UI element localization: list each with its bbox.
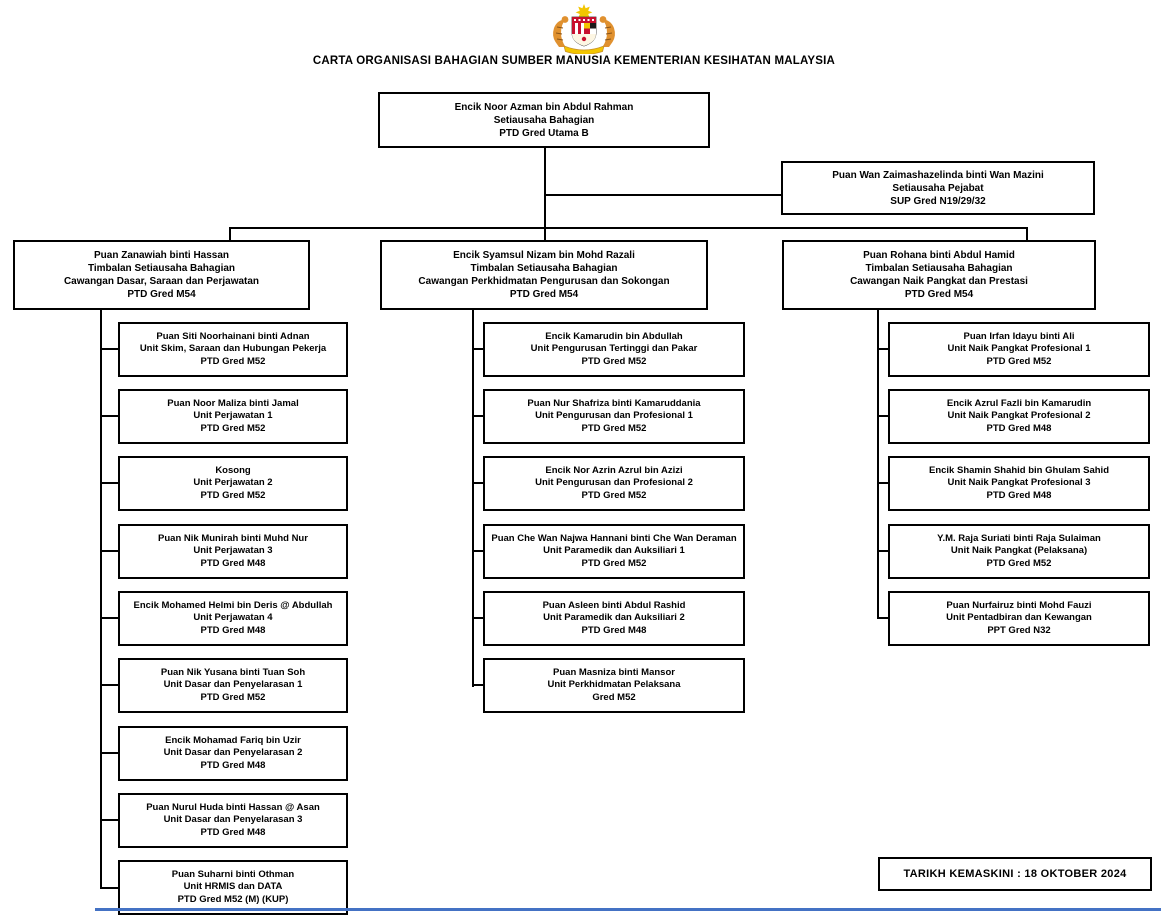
person-grade: PTD Gred M48 <box>200 759 266 771</box>
unit-box <box>483 524 745 579</box>
unit-name: Unit Naik Pangkat Profesional 1 <box>947 343 1091 355</box>
connector-stub <box>100 482 118 484</box>
unit-box <box>888 389 1150 444</box>
unit-box <box>118 524 348 579</box>
unit-box <box>118 793 348 848</box>
person-name: Puan Masniza binti Mansor <box>553 666 675 678</box>
person-grade: PTD Gred M48 <box>986 422 1052 434</box>
unit-box <box>118 322 348 377</box>
bottom-accent-rule <box>95 908 1161 911</box>
person-grade: PPT Gred N32 <box>987 624 1051 636</box>
person-name: Encik Syamsul Nizam bin Mohd Razali <box>453 250 635 261</box>
person-role: Setiausaha Pejabat <box>892 182 984 194</box>
unit-name: Unit Perkhidmatan Pelaksana <box>547 679 681 691</box>
unit-name: Unit Dasar dan Penyelarasan 1 <box>163 679 303 691</box>
connector-stub <box>877 482 888 484</box>
unit-name: Unit Dasar dan Penyelarasan 2 <box>163 747 303 759</box>
person-grade: PTD Gred M54 <box>904 289 974 300</box>
unit-box <box>118 726 348 781</box>
unit-name: Unit Dasar dan Penyelarasan 3 <box>163 814 303 826</box>
person-grade: PTD Gred M52 <box>986 355 1052 367</box>
unit-box <box>118 860 348 915</box>
branch-name: Cawangan Perkhidmatan Pengurusan dan Sokongan <box>418 276 670 287</box>
person-role: Timbalan Setiausaha Bahagian <box>87 263 236 274</box>
person-name: Puan Asleen binti Abdul Rashid <box>542 599 686 611</box>
person-name: Puan Wan Zaimashazelinda binti Wan Mazini <box>832 169 1044 181</box>
person-name: Encik Kamarudin bin Abdullah <box>545 330 683 342</box>
person-grade: PTD Gred M52 <box>581 489 647 501</box>
person-name: Puan Irfan Idayu binti Ali <box>963 330 1075 342</box>
person-role: Timbalan Setiausaha Bahagian <box>865 263 1013 274</box>
person-name: Puan Suharni binti Othman <box>171 868 295 880</box>
unit-box <box>483 591 745 646</box>
person-grade: PTD Gred M52 <box>200 489 266 501</box>
person-grade: PTD Gred M52 <box>200 422 266 434</box>
person-name: Puan Che Wan Najwa Hannani binti Che Wan Deraman <box>491 532 737 544</box>
unit-name: Unit Perjawatan 3 <box>193 545 273 557</box>
connector-stub <box>472 482 483 484</box>
connector-stub <box>100 684 118 686</box>
unit-name: Unit Naik Pangkat Profesional 3 <box>947 477 1091 489</box>
connector-spine-middle <box>472 310 474 687</box>
unit-box <box>118 456 348 511</box>
box-branch-head-naik-pangkat <box>782 240 1096 310</box>
unit-name: Unit Perjawatan 1 <box>193 410 273 422</box>
last-updated-box <box>878 857 1152 891</box>
person-grade: Gred M52 <box>592 691 636 703</box>
connector-stub <box>100 617 118 619</box>
person-name: Puan Nik Yusana binti Tuan Soh <box>160 666 306 678</box>
person-name: Puan Siti Noorhainani binti Adnan <box>156 330 310 342</box>
person-name: Encik Noor Azman bin Abdul Rahman <box>454 101 634 113</box>
branch-name: Cawangan Naik Pangkat dan Prestasi <box>850 276 1028 287</box>
person-grade: PTD Gred M52 <box>581 355 647 367</box>
unit-name: Unit Pengurusan dan Profesional 1 <box>535 410 693 422</box>
person-grade: PTD Gred M52 <box>200 691 266 703</box>
person-name: Puan Nurfairuz binti Mohd Fauzi <box>946 599 1092 611</box>
person-name: Puan Rohana binti Abdul Hamid <box>863 250 1015 261</box>
person-grade: PTD Gred M52 (M) (KUP) <box>177 893 289 905</box>
unit-box <box>118 389 348 444</box>
connector-stub <box>100 348 118 350</box>
connector-stub <box>877 617 888 619</box>
box-setiausaha-pejabat <box>781 161 1095 215</box>
connector-stub <box>877 348 888 350</box>
unit-name: Unit Naik Pangkat (Pelaksana) <box>950 545 1088 557</box>
page-title: CARTA ORGANISASI BAHAGIAN SUMBER MANUSIA KEMENTERIAN KESIHATAN MALAYSIA <box>312 55 836 67</box>
connector-spine-right <box>877 310 879 619</box>
person-role: Setiausaha Bahagian <box>493 114 595 126</box>
connector-spine-left <box>100 310 102 889</box>
connector-stub <box>472 684 483 686</box>
box-branch-head-dasar-saraan <box>13 240 310 310</box>
connector-distribution-horizontal <box>229 227 1028 229</box>
unit-name: Unit HRMIS dan DATA <box>183 881 283 893</box>
person-name: Y.M. Raja Suriati binti Raja Sulaiman <box>937 532 1101 544</box>
connector-stub <box>100 550 118 552</box>
connector-stub <box>877 550 888 552</box>
person-name: Encik Mohamad Fariq bin Uzir <box>165 734 301 746</box>
unit-name: Unit Paramedik dan Auksiliari 1 <box>543 545 685 557</box>
unit-box <box>483 389 745 444</box>
last-updated-text: TARIKH KEMASKINI : 18 OKTOBER 2024 <box>903 868 1127 880</box>
unit-box <box>118 591 348 646</box>
person-name: Encik Nor Azrin Azrul bin Azizi <box>545 464 683 476</box>
person-name: Puan Zanawiah binti Hassan <box>93 250 230 261</box>
connector-drop-middle <box>544 227 546 240</box>
person-grade: PTD Gred M54 <box>509 289 579 300</box>
unit-name: Unit Perjawatan 2 <box>193 477 273 489</box>
person-grade: PTD Gred M48 <box>200 557 266 569</box>
person-grade: PTD Gred Utama B <box>499 127 589 139</box>
connector-stub <box>100 819 118 821</box>
person-name: Puan Nur Shafriza binti Kamaruddania <box>527 397 701 409</box>
person-grade: PTD Gred M52 <box>986 557 1052 569</box>
box-setiausaha-bahagian <box>378 92 710 148</box>
person-grade: SUP Gred N19/29/32 <box>890 195 986 207</box>
unit-box <box>888 524 1150 579</box>
connector-drop-left <box>229 227 231 240</box>
person-name: Encik Shamin Shahid bin Ghulam Sahid <box>929 464 1109 476</box>
branch-name: Cawangan Dasar, Saraan dan Perjawatan <box>63 276 260 287</box>
unit-name: Unit Pengurusan dan Profesional 2 <box>535 477 693 489</box>
person-name: Kosong <box>215 464 251 476</box>
connector-stub <box>472 415 483 417</box>
connector-stub <box>100 415 118 417</box>
person-grade: PTD Gred M48 <box>200 826 266 838</box>
unit-box <box>483 658 745 713</box>
person-grade: PTD Gred M52 <box>581 422 647 434</box>
unit-name: Unit Skim, Saraan dan Hubungan Pekerja <box>139 343 327 355</box>
connector-stub <box>100 887 118 889</box>
unit-name: Unit Pentadbiran dan Kewangan <box>946 612 1092 624</box>
person-role: Timbalan Setiausaha Bahagian <box>470 263 618 274</box>
unit-name: Unit Naik Pangkat Profesional 2 <box>947 410 1091 422</box>
person-name: Puan Nurul Huda binti Hassan @ Asan <box>146 801 320 813</box>
connector-stub <box>472 617 483 619</box>
unit-box <box>888 456 1150 511</box>
unit-name: Unit Pengurusan Tertinggi dan Pakar <box>530 343 698 355</box>
person-grade: PTD Gred M48 <box>986 489 1052 501</box>
person-grade: PTD Gred M52 <box>581 557 647 569</box>
person-grade: PTD Gred M54 <box>127 289 196 300</box>
connector-stub <box>472 550 483 552</box>
person-grade: PTD Gred M48 <box>200 624 266 636</box>
connector-stub <box>877 415 888 417</box>
person-name: Puan Noor Maliza binti Jamal <box>167 397 299 409</box>
person-name: Encik Azrul Fazli bin Kamarudin <box>946 397 1092 409</box>
unit-box <box>888 322 1150 377</box>
connector-stub <box>100 752 118 754</box>
connector-secretary-horizontal <box>545 194 781 196</box>
connector-stub <box>472 348 483 350</box>
unit-box <box>888 591 1150 646</box>
person-grade: PTD Gred M52 <box>200 355 266 367</box>
person-name: Puan Nik Munirah binti Muhd Nur <box>158 532 308 544</box>
malaysia-coat-of-arms-icon <box>541 4 627 54</box>
connector-drop-right <box>1026 227 1028 240</box>
unit-name: Unit Perjawatan 4 <box>193 612 273 624</box>
box-branch-head-perkhidmatan <box>380 240 708 310</box>
unit-box <box>483 322 745 377</box>
connector-trunk-vertical <box>544 148 546 228</box>
person-name: Encik Mohamed Helmi bin Deris @ Abdullah <box>133 599 333 611</box>
unit-box <box>118 658 348 713</box>
person-grade: PTD Gred M48 <box>581 624 647 636</box>
unit-name: Unit Paramedik dan Auksiliari 2 <box>543 612 685 624</box>
unit-box <box>483 456 745 511</box>
